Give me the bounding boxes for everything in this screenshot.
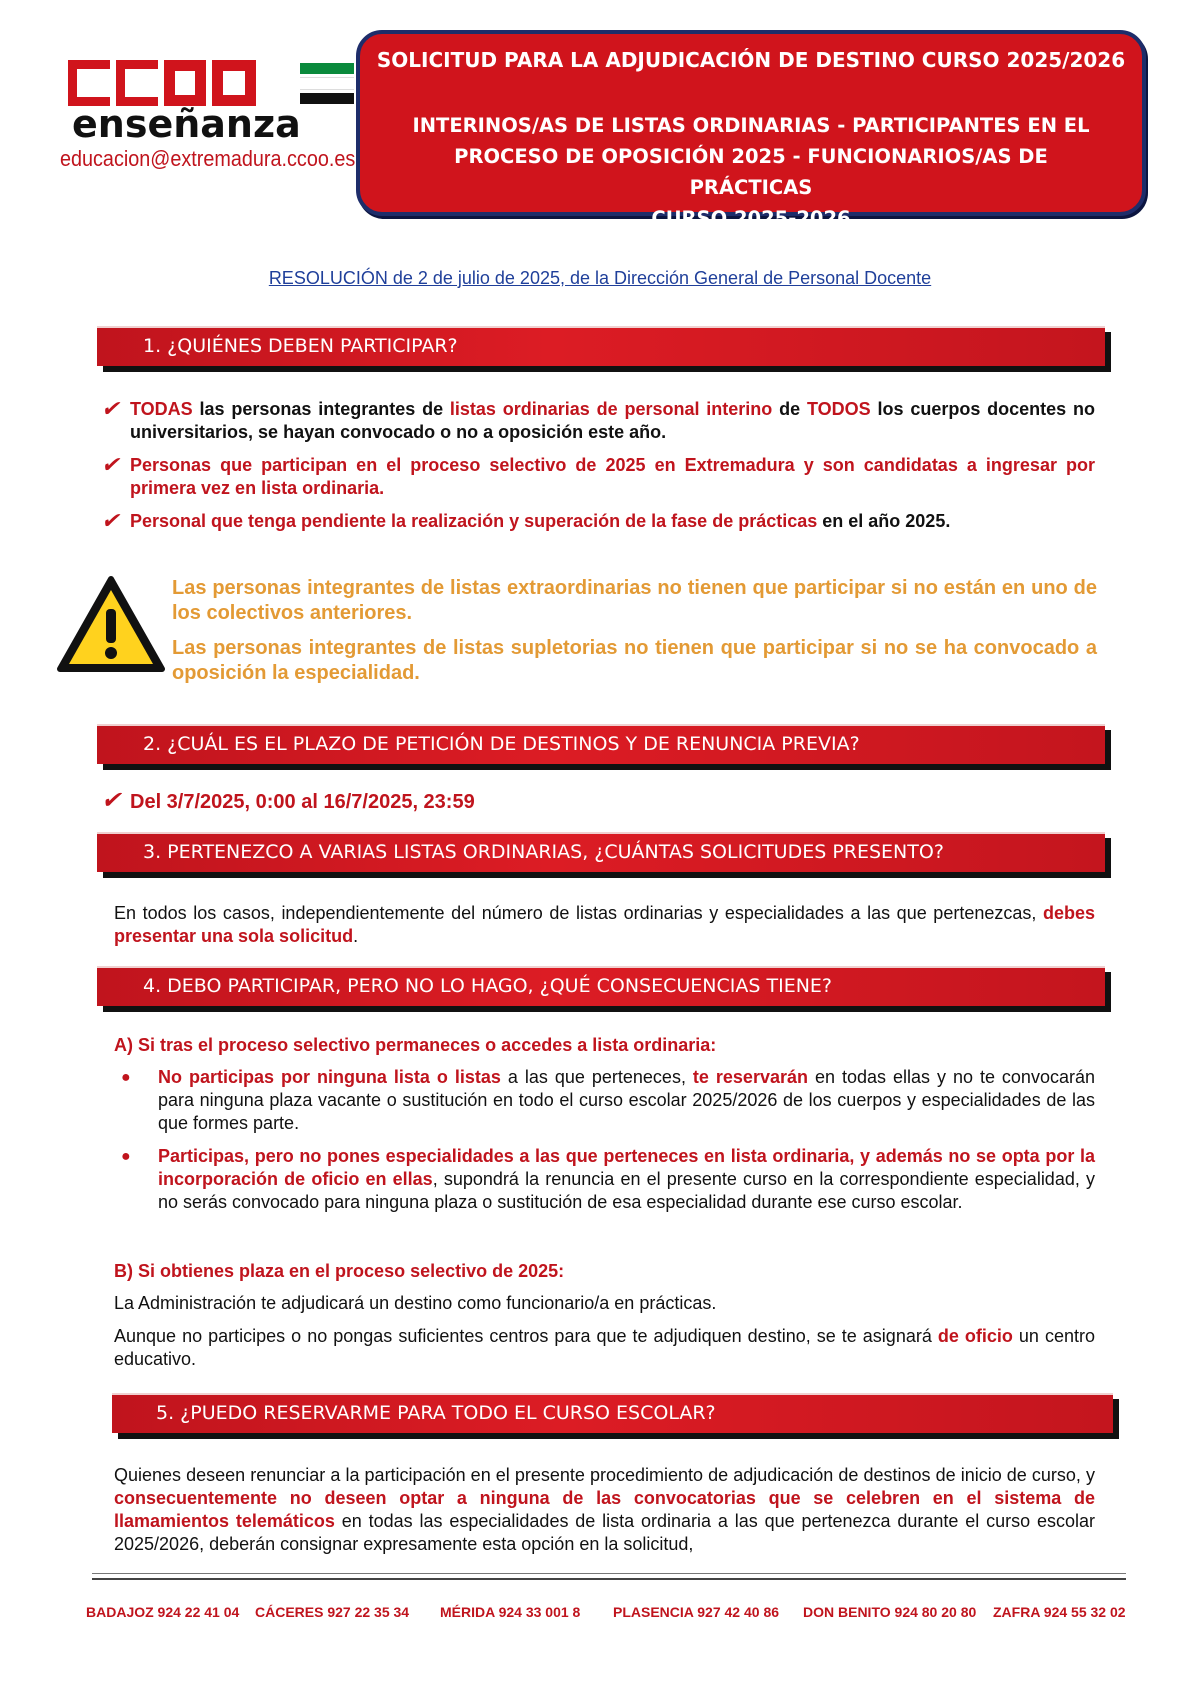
text-fragment: un centro educativo.	[114, 1326, 1095, 1369]
text-fragment: Aunque no participes o no pongas suficientes centros para que te adjudiquen destino, se te asignará	[114, 1326, 938, 1346]
text-todos: TODOS	[806, 399, 871, 419]
title-box	[356, 30, 1146, 230]
subheading-a: A) Si tras el proceso selectivo permaneces o accedes a lista ordinaria:	[114, 1035, 717, 1055]
bullet-item-2	[121, 1145, 1096, 1214]
logo-ensenanza: enseñanza	[72, 102, 301, 146]
subtitle-line-3: CURSO 2025-2026	[651, 207, 851, 230]
section-title-1: 1. ¿QUIÉNES DEBEN PARTICIPAR?	[143, 335, 458, 357]
text-listas-ordinarias: listas ordinarias de personal interino	[449, 399, 773, 419]
text-una-sola-solicitud: debes presentar una sola solicitud	[114, 903, 1095, 946]
deadline-item	[101, 787, 1095, 815]
ccoo-logo	[60, 60, 356, 180]
text-practicas: Personal que tenga pendiente la realización y superación de la fase de prácticas	[130, 511, 818, 531]
section-bar-1	[97, 326, 1105, 366]
section-title-3: 3. PERTENEZCO A VARIAS LISTAS ORDINARIAS, ¿CUÁNTAS SOLICITUDES PRESENTO?	[143, 841, 944, 863]
bullet-icon: ●	[121, 1148, 131, 1165]
footer-zafra: ZAFRA 924 55 32 02	[993, 1604, 1126, 1620]
footer-caceres: CÁCERES 927 22 35 34	[255, 1604, 410, 1620]
warning-text-2: Las personas integrantes de listas supletorias no tienen que participar si no se ha convocado a oposición la especialidad.	[172, 637, 1097, 684]
text-proceso-selectivo: Personas que participan en el proceso selectivo de 2025 en Extremadura y son candidatas a ingresar por primera vez en lista ordinaria.	[130, 455, 1095, 498]
text-de-oficio: de oficio	[937, 1326, 1013, 1346]
text-fragment: En todos los casos, independientemente del número de listas ordinarias y especialidades a las que pertenezcas,	[114, 903, 1043, 923]
section-4-b-text-1: La Administración te adjudicará un destino como funcionario/a en prácticas.	[114, 1293, 717, 1313]
section-bar-4	[97, 966, 1105, 1006]
section-bar-3	[97, 832, 1105, 872]
text-te-reservaran: te reservarán	[692, 1067, 808, 1087]
footer-merida: MÉRIDA 924 33 001 8	[440, 1604, 581, 1620]
section-bar-2	[97, 724, 1105, 764]
text-participas-pero: Participas, pero no pones especialidades a las que perteneces en lista ordinaria, y además no se opta por la incorporación de oficio en ellas	[158, 1146, 1095, 1189]
text-fragment: en el año 2025.	[817, 511, 951, 531]
footer-donbenito: DON BENITO 924 80 20 80	[803, 1604, 977, 1620]
subheading-b: B) Si obtienes plaza en el proceso selectivo de 2025:	[114, 1261, 565, 1281]
warning-icon	[56, 575, 166, 675]
text-fragment: de	[772, 399, 807, 419]
section-title-4: 4. DEBO PARTICIPAR, PERO NO LO HAGO, ¿QUÉ CONSECUENCIAS TIENE?	[143, 975, 833, 997]
subtitle-line-1: INTERINOS/AS DE LISTAS ORDINARIAS - PARTICIPANTES EN EL	[412, 114, 1090, 137]
page-subtitle	[390, 110, 1112, 234]
check-icon: ✔	[101, 787, 122, 814]
list-item-1	[101, 396, 1096, 444]
section-4-b-text-2	[114, 1325, 1095, 1371]
text-consecuentemente: consecuentemente no deseen optar a ninguna de las convocatorias que se celebren en el sistema de llamamientos telemáticos	[114, 1488, 1095, 1531]
text-no-participas: No participas por ninguna lista o listas	[158, 1067, 501, 1087]
list-item-3	[101, 508, 1095, 533]
bullet-item-1	[121, 1066, 1095, 1135]
section-bar-5	[112, 1393, 1113, 1433]
extremadura-flag-icon	[300, 63, 354, 103]
page-title: SOLICITUD PARA LA ADJUDICACIÓN DE DESTINO CURSO 2025/2026	[376, 48, 1126, 72]
footer-divider	[92, 1578, 1126, 1580]
footer-divider	[92, 1573, 1126, 1574]
deadline-text: Del 3/7/2025, 0:00 al 16/7/2025, 23:59	[130, 791, 475, 813]
text-fragment: .	[353, 926, 359, 946]
text-fragment: los cuerpos docentes no universitarios, se hayan convocado o no a oposición este año.	[130, 399, 1096, 442]
logo-email[interactable]: educacion@extremadura.ccoo.es	[60, 146, 356, 171]
section-5-text	[114, 1464, 1095, 1556]
footer-plasencia: PLASENCIA 927 42 40 86	[613, 1604, 780, 1620]
check-icon: ✔	[101, 452, 120, 477]
section-title-2: 2. ¿CUÁL ES EL PLAZO DE PETICIÓN DE DESTINOS Y DE RENUNCIA PREVIA?	[143, 733, 860, 755]
list-item-2	[101, 452, 1095, 500]
text-fragment: en todas ellas y no te convocarán para ninguna plaza vacante o sustitución en todo el curso escolar 2025/2026 de los cuerpos y especialidades de las que formes parte.	[158, 1067, 1095, 1133]
text-fragment: las personas integrantes de	[192, 399, 450, 419]
text-fragment: a las que perteneces,	[500, 1067, 693, 1087]
section-title-5: 5. ¿PUEDO RESERVARME PARA TODO EL CURSO ESCOLAR?	[156, 1402, 716, 1424]
ccoo-logo-mark	[68, 60, 258, 106]
check-icon: ✔	[101, 396, 120, 421]
resolution-link[interactable]: RESOLUCIÓN de 2 de julio de 2025, de la Dirección General de Personal Docente	[268, 268, 932, 288]
text-fragment: en todas las especialidades de lista ordinaria a las que pertenezca durante el curso escolar 2025/2026, deberán consignar expresamente esta opción en la solicitud,	[114, 1511, 1095, 1554]
text-todas: TODAS	[130, 399, 193, 419]
bullet-icon: ●	[121, 1069, 131, 1086]
text-fragment: , supondrá la renuncia en el presente curso en la correspondiente especialidad, y no serás convocado para ninguna plaza o sustitución de esa especialidad durante ese curso escolar.	[158, 1169, 1096, 1212]
subtitle-line-2: PROCESO DE OPOSICIÓN 2025 - FUNCIONARIOS/AS DE PRÁCTICAS	[454, 145, 1048, 199]
footer-badajoz: BADAJOZ 924 22 41 04	[86, 1604, 240, 1620]
text-fragment: Quienes deseen renunciar a la participación en el presente procedimiento de adjudicación de destinos de inicio de curso, y	[114, 1465, 1095, 1485]
check-icon: ✔	[101, 508, 120, 533]
section-3-text	[114, 902, 1095, 948]
warning-text-1: Las personas integrantes de listas extraordinarias no tienen que participar si no están en uno de los colectivos anteriores.	[172, 577, 1097, 624]
